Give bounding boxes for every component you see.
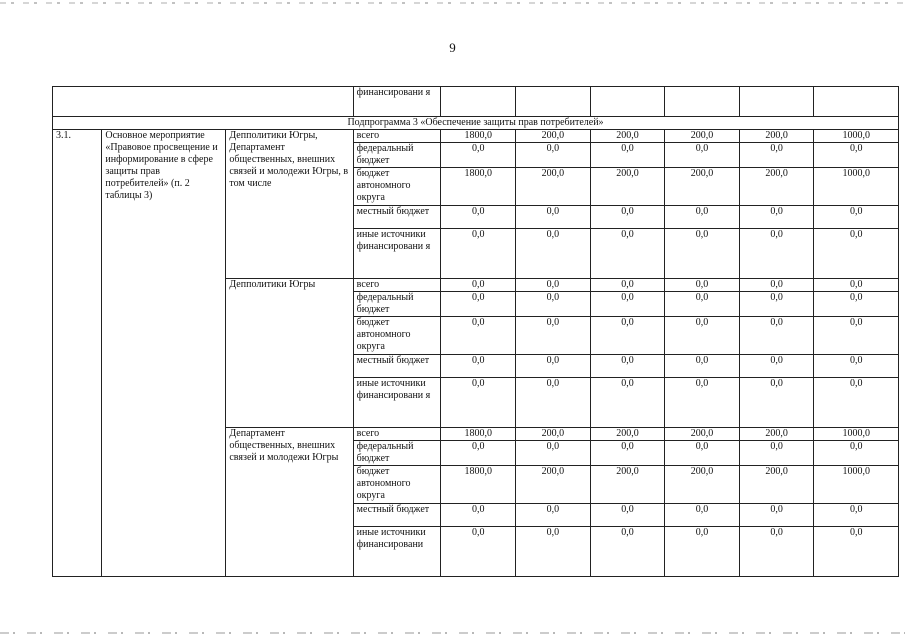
funding-source-cell: федеральный бюджет xyxy=(353,292,441,317)
amount-cell: 0,0 xyxy=(516,527,591,577)
amount-cell: 0,0 xyxy=(739,378,814,428)
funding-source-cell: местный бюджет xyxy=(353,504,441,527)
funding-source-cell: федеральный бюджет xyxy=(353,143,441,168)
amount-cell: 0,0 xyxy=(590,206,665,229)
amount-cell: 0,0 xyxy=(590,355,665,378)
amount-cell: 0,0 xyxy=(665,527,740,577)
page-number: 9 xyxy=(449,40,456,55)
amount-cell: 0,0 xyxy=(814,355,899,378)
amount-cell: 0,0 xyxy=(665,378,740,428)
amount-cell: 0,0 xyxy=(665,504,740,527)
amount-cell: 200,0 xyxy=(665,428,740,441)
amount-cell: 0,0 xyxy=(665,143,740,168)
amount-cell: 0,0 xyxy=(441,527,516,577)
header-value-cell xyxy=(739,87,814,117)
funding-source-cell: иные источники финансировани xyxy=(353,527,441,577)
scan-edge-bottom xyxy=(0,632,905,634)
amount-cell: 200,0 xyxy=(516,130,591,143)
amount-cell: 0,0 xyxy=(516,317,591,355)
amount-cell: 0,0 xyxy=(516,292,591,317)
amount-cell: 0,0 xyxy=(814,292,899,317)
amount-cell: 0,0 xyxy=(590,279,665,292)
amount-cell: 0,0 xyxy=(441,355,516,378)
table-row xyxy=(53,130,899,143)
executor-cell: Депполитики Югры, Департамент общественных, внешних связей и молодежи Югры, в том числе xyxy=(226,130,353,279)
header-blank-cell xyxy=(53,87,354,117)
amount-cell: 0,0 xyxy=(665,279,740,292)
amount-cell: 0,0 xyxy=(516,143,591,168)
amount-cell: 200,0 xyxy=(739,130,814,143)
funding-source-cell: бюджет автономного округа xyxy=(353,168,441,206)
amount-cell: 0,0 xyxy=(739,143,814,168)
amount-cell: 200,0 xyxy=(590,466,665,504)
amount-cell: 0,0 xyxy=(665,317,740,355)
amount-cell: 1000,0 xyxy=(814,466,899,504)
amount-cell: 0,0 xyxy=(739,292,814,317)
amount-cell: 200,0 xyxy=(739,168,814,206)
header-value-cell xyxy=(441,87,516,117)
amount-cell: 0,0 xyxy=(441,229,516,279)
amount-cell: 200,0 xyxy=(665,130,740,143)
amount-cell: 0,0 xyxy=(516,441,591,466)
amount-cell: 0,0 xyxy=(590,229,665,279)
amount-cell: 0,0 xyxy=(590,378,665,428)
header-row xyxy=(53,87,899,117)
scan-edge-top xyxy=(0,2,905,4)
amount-cell: 0,0 xyxy=(739,527,814,577)
amount-cell: 0,0 xyxy=(814,378,899,428)
amount-cell: 0,0 xyxy=(590,292,665,317)
subprogram-row xyxy=(53,117,899,130)
amount-cell: 0,0 xyxy=(665,441,740,466)
amount-cell: 0,0 xyxy=(441,504,516,527)
amount-cell: 0,0 xyxy=(739,279,814,292)
amount-cell: 0,0 xyxy=(590,504,665,527)
amount-cell: 200,0 xyxy=(590,168,665,206)
amount-cell: 0,0 xyxy=(516,378,591,428)
amount-cell: 0,0 xyxy=(814,441,899,466)
funding-table xyxy=(52,86,899,577)
amount-cell: 200,0 xyxy=(739,466,814,504)
amount-cell: 0,0 xyxy=(814,206,899,229)
amount-cell: 0,0 xyxy=(516,206,591,229)
amount-cell: 0,0 xyxy=(516,355,591,378)
funding-source-cell: местный бюджет xyxy=(353,206,441,229)
funding-source-cell: местный бюджет xyxy=(353,355,441,378)
amount-cell: 0,0 xyxy=(814,527,899,577)
header-value-cell xyxy=(814,87,899,117)
funding-source-cell: федеральный бюджет xyxy=(353,441,441,466)
amount-cell: 0,0 xyxy=(590,441,665,466)
amount-cell: 200,0 xyxy=(516,466,591,504)
funding-source-cell: всего xyxy=(353,130,441,143)
header-value-cell xyxy=(590,87,665,117)
amount-cell: 1000,0 xyxy=(814,428,899,441)
amount-cell: 1800,0 xyxy=(441,130,516,143)
amount-cell: 0,0 xyxy=(441,206,516,229)
amount-cell: 0,0 xyxy=(441,441,516,466)
amount-cell: 0,0 xyxy=(814,143,899,168)
amount-cell: 200,0 xyxy=(516,428,591,441)
subprogram-title: Подпрограмма 3 «Обеспечение защиты прав потребителей» xyxy=(53,117,899,130)
amount-cell: 0,0 xyxy=(739,206,814,229)
header-value-cell xyxy=(516,87,591,117)
amount-cell: 200,0 xyxy=(665,466,740,504)
amount-cell: 0,0 xyxy=(665,229,740,279)
executor-cell: Департамент общественных, внешних связей и молодежи Югры xyxy=(226,428,353,577)
amount-cell: 1000,0 xyxy=(814,168,899,206)
amount-cell: 0,0 xyxy=(441,378,516,428)
amount-cell: 0,0 xyxy=(441,279,516,292)
amount-cell: 0,0 xyxy=(590,527,665,577)
amount-cell: 0,0 xyxy=(814,279,899,292)
amount-cell: 1800,0 xyxy=(441,168,516,206)
amount-cell: 0,0 xyxy=(665,355,740,378)
amount-cell: 200,0 xyxy=(516,168,591,206)
amount-cell: 0,0 xyxy=(590,143,665,168)
amount-cell: 1000,0 xyxy=(814,130,899,143)
funding-source-cell: иные источники финансировани я xyxy=(353,229,441,279)
executor-cell: Депполитики Югры xyxy=(226,279,353,428)
amount-cell: 200,0 xyxy=(665,168,740,206)
amount-cell: 0,0 xyxy=(665,206,740,229)
funding-source-cell: иные источники финансировани я xyxy=(353,378,441,428)
amount-cell: 1800,0 xyxy=(441,466,516,504)
amount-cell: 0,0 xyxy=(441,317,516,355)
amount-cell: 200,0 xyxy=(739,428,814,441)
amount-cell: 0,0 xyxy=(739,229,814,279)
amount-cell: 0,0 xyxy=(814,317,899,355)
funding-source-cell: бюджет автономного округа xyxy=(353,317,441,355)
amount-cell: 0,0 xyxy=(516,279,591,292)
item-number: 3.1. xyxy=(53,130,102,577)
amount-cell: 0,0 xyxy=(516,504,591,527)
funding-source-cell: бюджет автономного округа xyxy=(353,466,441,504)
amount-cell: 0,0 xyxy=(739,441,814,466)
amount-cell: 200,0 xyxy=(590,130,665,143)
funding-source-cell: всего xyxy=(353,279,441,292)
funding-source-cell: всего xyxy=(353,428,441,441)
amount-cell: 0,0 xyxy=(516,229,591,279)
amount-cell: 0,0 xyxy=(441,292,516,317)
header-source-cell: финансировани я xyxy=(353,87,441,117)
amount-cell: 0,0 xyxy=(739,504,814,527)
item-name: Основное мероприятие «Правовое просвещение и информирование в сфере защиты прав потребителей» (п. 2 таблицы 3) xyxy=(102,130,226,577)
amount-cell: 1800,0 xyxy=(441,428,516,441)
amount-cell: 200,0 xyxy=(590,428,665,441)
amount-cell: 0,0 xyxy=(739,355,814,378)
amount-cell: 0,0 xyxy=(814,229,899,279)
header-value-cell xyxy=(665,87,740,117)
amount-cell: 0,0 xyxy=(665,292,740,317)
amount-cell: 0,0 xyxy=(739,317,814,355)
amount-cell: 0,0 xyxy=(441,143,516,168)
amount-cell: 0,0 xyxy=(814,504,899,527)
amount-cell: 0,0 xyxy=(590,317,665,355)
